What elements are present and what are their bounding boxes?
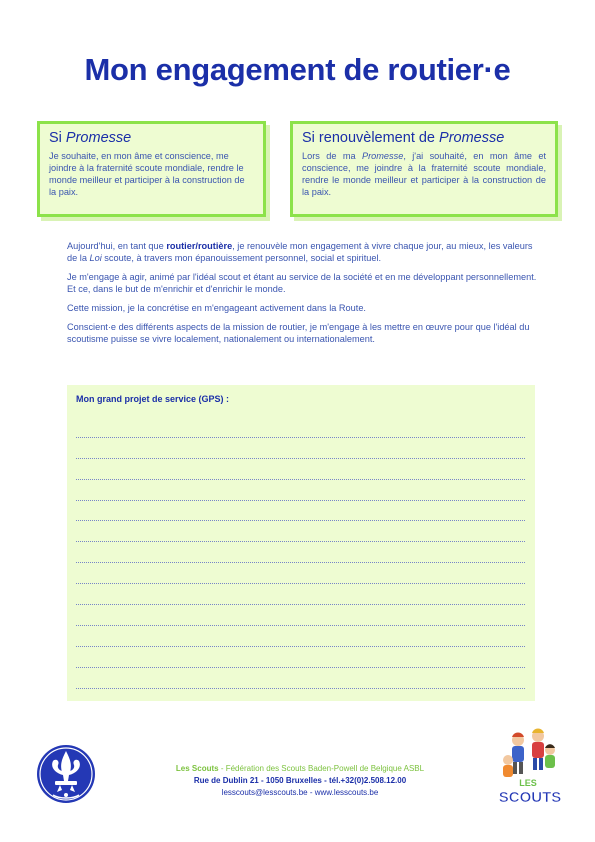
paragraph-1 xyxy=(67,240,537,264)
gps-writing-line[interactable] xyxy=(76,647,525,668)
footer-line-1 xyxy=(130,763,470,775)
renouvellement-text-em: Promesse xyxy=(361,151,404,161)
renouvellement-title-em: Promesse xyxy=(439,130,505,146)
paragraph-4: Conscient·e des différents aspects de la mission de routier, je m'engage à les mettre en œuvre pour que l'idéal du scoutisme puisse se vivre localement, nationalement ou internationalement. xyxy=(67,322,530,344)
gps-writing-line[interactable] xyxy=(76,542,525,563)
gps-writing-line[interactable] xyxy=(76,626,525,647)
logo-text-top: LES xyxy=(519,778,537,788)
gps-writing-line[interactable] xyxy=(76,605,525,626)
scout-fleur-de-lis-emblem-icon xyxy=(35,741,97,809)
paragraph-2: Je m'engage à agir, animé par l'idéal scout et étant au service de la société et en me développant personnellement. Et ce, dans le but de m'enrichir et d'enrichir le monde. xyxy=(67,272,537,294)
gps-section xyxy=(67,385,535,701)
promesse-title-prefix: Si xyxy=(49,130,66,146)
logo-text-bottom: SCOUTS xyxy=(498,789,562,806)
page-title: Mon engagement de routier·e xyxy=(84,52,511,87)
p1-text-c: scoute, à travers mon épanouissement personnel, social et spirituel. xyxy=(101,253,382,263)
p1-text-a: Aujourd'hui, en tant que xyxy=(67,241,167,251)
renouvellement-box xyxy=(290,121,558,217)
les-scouts-kids-logo-icon xyxy=(498,726,562,812)
p1-em: Loi xyxy=(89,253,102,263)
p1-bold: routier/routière xyxy=(166,241,233,251)
footer xyxy=(130,763,470,799)
footer-federation: - Fédération des Scouts Baden-Powell de Belgique ASBL xyxy=(218,764,425,773)
gps-writing-line[interactable] xyxy=(76,459,525,480)
gps-writing-line[interactable] xyxy=(76,438,525,459)
gps-lines xyxy=(76,417,526,689)
gps-writing-line[interactable] xyxy=(76,563,525,584)
gps-writing-line[interactable] xyxy=(76,480,525,501)
promesse-box xyxy=(37,121,266,217)
renouvellement-box-text xyxy=(302,150,546,198)
gps-label: Mon grand projet de service (GPS) : xyxy=(76,394,230,404)
gps-writing-line[interactable] xyxy=(76,417,525,438)
gps-writing-line[interactable] xyxy=(76,584,525,605)
gps-writing-line[interactable] xyxy=(76,501,525,522)
promesse-title-em: Promesse xyxy=(65,130,132,146)
renouvellement-text-b: , j'ai souhaité, en mon âme et conscience, me joindre à la fraternité scoute mondiale, rendre le monde meilleur et participer à la construction de la paix. xyxy=(302,151,546,197)
footer-contact[interactable]: lesscouts@lesscouts.be - www.lesscouts.be xyxy=(221,788,379,797)
footer-brand: Les Scouts xyxy=(175,764,219,773)
footer-address: Rue de Dublin 21 - 1050 Bruxelles - tél.+32(0)2.508.12.00 xyxy=(193,776,407,785)
engagement-text xyxy=(67,240,537,352)
promesse-box-title xyxy=(49,130,254,146)
gps-writing-line[interactable] xyxy=(76,521,525,542)
promesse-box-text: Je souhaite, en mon âme et conscience, me joindre à la fraternité scoute mondiale, rendre le monde meilleur et participer à la construction de la paix. xyxy=(49,151,245,197)
p1-text-b: , je renouvèle mon engagement à vivre chaque jour, au mieux, les valeurs de la xyxy=(67,241,533,263)
renouvellement-title-prefix: Si renouvèlement de xyxy=(302,130,440,146)
paragraph-3: Cette mission, je la concrétise en m'engageant activement dans la Route. xyxy=(67,303,366,313)
renouvellement-box-title xyxy=(302,130,546,146)
renouvellement-text-a: Lors de ma xyxy=(302,151,362,161)
gps-writing-line[interactable] xyxy=(76,668,525,689)
